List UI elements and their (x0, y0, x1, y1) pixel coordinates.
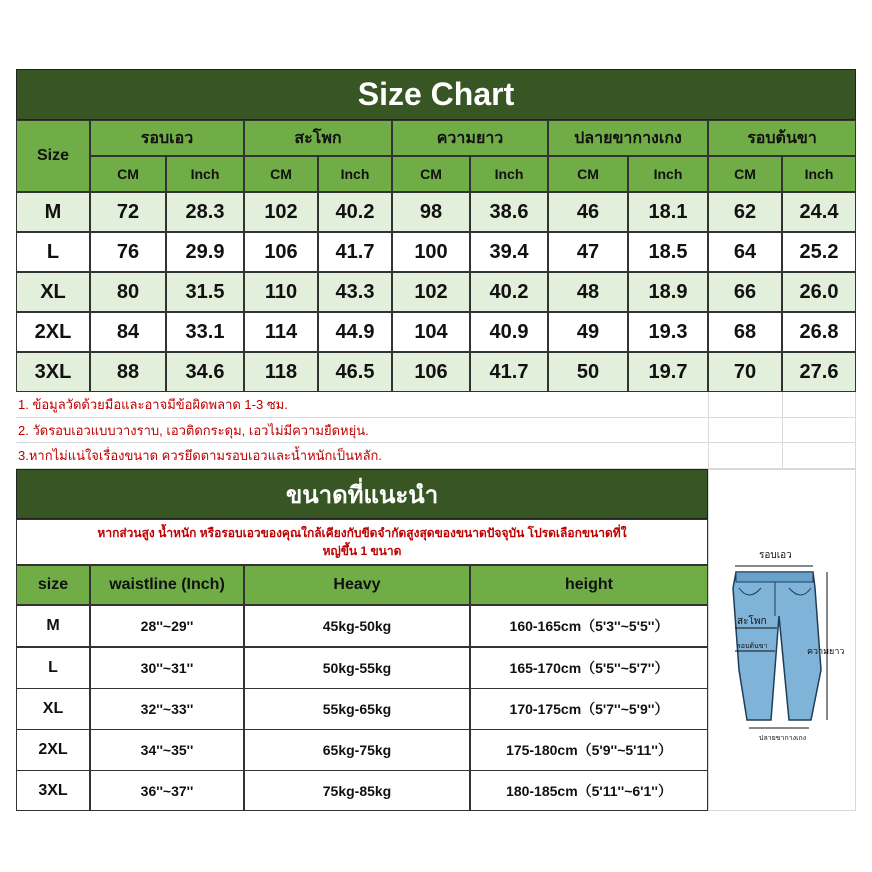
unit-header: CM (244, 156, 318, 192)
unit-header: CM (392, 156, 470, 192)
measurement-cell: 98 (392, 192, 470, 232)
recommend-waist-cell: 34''~35'' (90, 729, 244, 771)
measurement-cell: 33.1 (166, 312, 244, 352)
measure-header-length: ความยาว (392, 120, 548, 156)
recommend-height-cell: 170-175cm（5'7''~5'9''） (470, 688, 708, 730)
size-column-header: Size (16, 120, 90, 192)
measure-header-waist: รอบเอว (90, 120, 244, 156)
measurement-cell: 26.8 (782, 312, 856, 352)
size-cell: M (16, 192, 90, 232)
measurement-cell: 18.9 (628, 272, 708, 312)
recommend-heavy-cell: 75kg-85kg (244, 770, 470, 811)
recommend-waist-cell: 30''~31'' (90, 647, 244, 689)
measurement-cell: 41.7 (318, 232, 392, 272)
size-cell: 3XL (16, 352, 90, 392)
recommend-header-height: height (470, 565, 708, 605)
unit-header: Inch (628, 156, 708, 192)
measurement-cell: 114 (244, 312, 318, 352)
recommend-waist-cell: 32''~33'' (90, 688, 244, 730)
measurement-cell: 26.0 (782, 272, 856, 312)
recommend-heavy-cell: 65kg-75kg (244, 729, 470, 771)
measurement-cell: 28.3 (166, 192, 244, 232)
measurement-cell: 25.2 (782, 232, 856, 272)
measurement-cell: 27.6 (782, 352, 856, 392)
measurement-cell: 88 (90, 352, 166, 392)
measurement-cell: 102 (392, 272, 470, 312)
diagram-hip-label: สะโพก (737, 616, 767, 627)
unit-header: Inch (318, 156, 392, 192)
recommend-heavy-cell: 45kg-50kg (244, 605, 470, 647)
measurement-cell: 40.2 (470, 272, 548, 312)
size-chart-sheet (16, 69, 856, 811)
recommend-note-line-2: หญ่ขึ้น 1 ขนาด (322, 544, 402, 558)
recommend-size-cell: L (16, 647, 90, 689)
size-chart-title: Size Chart (16, 69, 856, 120)
measurement-cell: 44.9 (318, 312, 392, 352)
diagram-length-label: ความยาว (807, 647, 845, 657)
recommend-size-cell: M (16, 605, 90, 647)
unit-header: CM (548, 156, 628, 192)
measurement-cell: 34.6 (166, 352, 244, 392)
measurement-cell: 106 (244, 232, 318, 272)
unit-header: Inch (166, 156, 244, 192)
recommend-title: ขนาดที่แนะนำ (16, 469, 708, 519)
measurement-cell: 19.3 (628, 312, 708, 352)
recommend-height-cell: 165-170cm（5'5''~5'7''） (470, 647, 708, 689)
recommend-header-size: size (16, 565, 90, 605)
measurement-cell: 31.5 (166, 272, 244, 312)
measure-header-hip: สะโพก (244, 120, 392, 156)
measurement-cell: 47 (548, 232, 628, 272)
pants-diagram-panel (708, 469, 856, 811)
unit-header: Inch (782, 156, 856, 192)
size-cell: 2XL (16, 312, 90, 352)
measurement-cell: 100 (392, 232, 470, 272)
measurement-cell: 64 (708, 232, 782, 272)
measurement-cell: 80 (90, 272, 166, 312)
recommend-note (16, 519, 708, 565)
recommend-size-cell: 2XL (16, 729, 90, 771)
measurement-cell: 24.4 (782, 192, 856, 232)
note-line-2: 2. วัดรอบเอวแบบวางราบ, เอวติดกระดุม, เอวไม่มีความยืดหยุ่น. (16, 418, 856, 443)
diagram-waist-label: รอบเอว (759, 550, 792, 561)
recommend-height-cell: 175-180cm（5'9''~5'11''） (470, 729, 708, 771)
measurement-cell: 50 (548, 352, 628, 392)
measurement-cell: 62 (708, 192, 782, 232)
unit-header: CM (90, 156, 166, 192)
recommend-header-waistline: waistline (Inch) (90, 565, 244, 605)
measurement-cell: 104 (392, 312, 470, 352)
recommend-heavy-cell: 50kg-55kg (244, 647, 470, 689)
note-line-3: 3.หากไม่แน่ใจเรื่องขนาด ควรยึดตามรอบเอวและน้ำหนักเป็นหลัก. (16, 443, 856, 469)
measurement-cell: 43.3 (318, 272, 392, 312)
measurement-cell: 118 (244, 352, 318, 392)
measure-header-hem: ปลายขากางเกง (548, 120, 708, 156)
measurement-cell: 66 (708, 272, 782, 312)
measurement-cell: 40.2 (318, 192, 392, 232)
diagram-thigh-label: รอบต้นขา (737, 642, 768, 650)
measurement-cell: 46 (548, 192, 628, 232)
recommend-heavy-cell: 55kg-65kg (244, 688, 470, 730)
recommend-note-line-1: หากส่วนสูง น้ำหนัก หรือรอบเอวของคุณใกล้เคียงกับขีดจำกัดสูงสุดของขนาดปัจจุบัน โปรดเลือกขนาดที่ใ (97, 526, 627, 540)
pants-diagram-icon (709, 470, 855, 810)
measurement-cell: 72 (90, 192, 166, 232)
measurement-cell: 76 (90, 232, 166, 272)
unit-header: CM (708, 156, 782, 192)
recommend-height-cell: 180-185cm（5'11''~6'1''） (470, 770, 708, 811)
recommend-height-cell: 160-165cm（5'3''~5'5''） (470, 605, 708, 647)
measurement-cell: 68 (708, 312, 782, 352)
measurement-cell: 70 (708, 352, 782, 392)
measurement-cell: 106 (392, 352, 470, 392)
recommend-waist-cell: 36''~37'' (90, 770, 244, 811)
measurement-cell: 41.7 (470, 352, 548, 392)
measurement-cell: 102 (244, 192, 318, 232)
recommend-size-cell: XL (16, 688, 90, 730)
measurement-cell: 39.4 (470, 232, 548, 272)
measurement-cell: 110 (244, 272, 318, 312)
measurement-cell: 49 (548, 312, 628, 352)
measurement-cell: 29.9 (166, 232, 244, 272)
recommend-header-heavy: Heavy (244, 565, 470, 605)
measurement-cell: 18.1 (628, 192, 708, 232)
note-line-1: 1. ข้อมูลวัดด้วยมือและอาจมีข้อผิดพลาด 1-3 ซม. (16, 392, 856, 418)
measurement-cell: 84 (90, 312, 166, 352)
measure-header-thigh: รอบต้นขา (708, 120, 856, 156)
measurement-cell: 18.5 (628, 232, 708, 272)
diagram-hem-label: ปลายขากางเกง (759, 734, 807, 742)
size-cell: L (16, 232, 90, 272)
size-cell: XL (16, 272, 90, 312)
measurement-cell: 40.9 (470, 312, 548, 352)
recommend-size-cell: 3XL (16, 770, 90, 811)
measurement-cell: 46.5 (318, 352, 392, 392)
measurement-cell: 19.7 (628, 352, 708, 392)
unit-header: Inch (470, 156, 548, 192)
measurement-cell: 48 (548, 272, 628, 312)
measurement-cell: 38.6 (470, 192, 548, 232)
recommend-waist-cell: 28''~29'' (90, 605, 244, 647)
